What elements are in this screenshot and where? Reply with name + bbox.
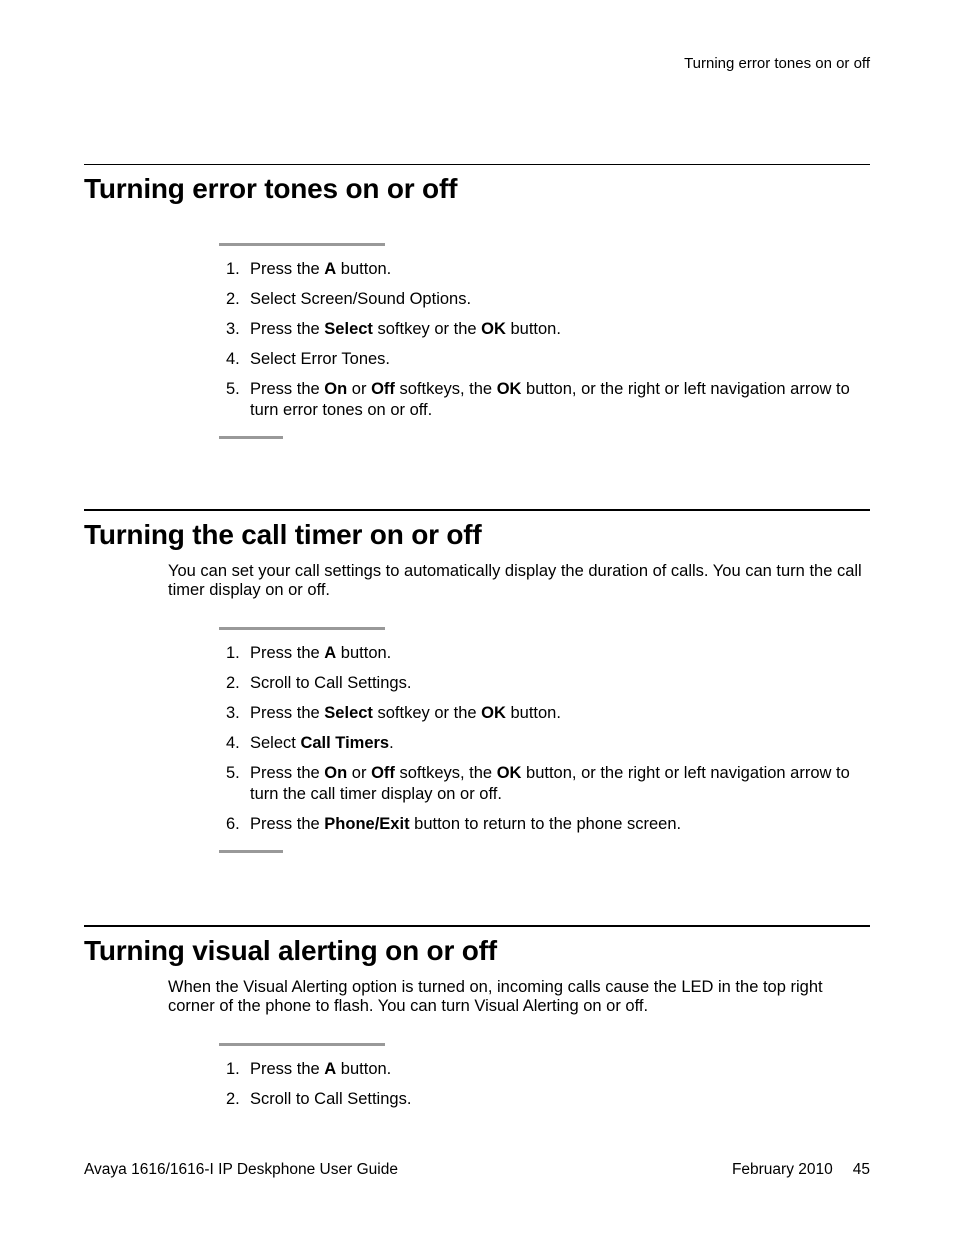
step-number: 6.: [226, 815, 240, 833]
step-number: 1.: [226, 644, 240, 662]
step-number: 4.: [226, 350, 240, 368]
step-item: 1. Press the A button.: [226, 260, 392, 278]
section-title: Turning the call timer on or off: [84, 519, 482, 550]
step-number: 1.: [226, 1060, 240, 1078]
ui-term: OK: [481, 704, 506, 722]
section-call-timer: [84, 509, 870, 853]
step-number: 4.: [226, 734, 240, 752]
ui-term: OK: [496, 380, 522, 398]
footer-doc-title: Avaya 1616/1616-I IP Deskphone User Guide: [84, 1161, 398, 1178]
procedure-start-bar: [219, 1043, 385, 1046]
step-item: 6. Press the Phone/Exit button to return to the phone screen.: [226, 815, 682, 833]
step-item: 5. Press the On or Off softkeys, the OK button, or the right or left navigation arrow to turn error tones on or off.: [226, 380, 850, 419]
step-item: 4. Select Call Timers.: [226, 734, 394, 752]
step-item: 4. Select Error Tones.: [226, 350, 391, 368]
footer-page-number: 45: [852, 1161, 870, 1178]
running-header: Turning error tones on or off: [684, 55, 870, 72]
ui-term: OK: [481, 320, 506, 338]
ui-term: Phone/Exit: [324, 815, 410, 833]
step-item: 2. Scroll to Call Settings.: [226, 674, 412, 692]
ui-term: Select: [324, 704, 373, 722]
step-number: 3.: [226, 320, 240, 338]
section-error-tones: [84, 164, 870, 439]
step-number: 2.: [226, 674, 240, 692]
ui-term: A: [324, 260, 337, 278]
step-item: 2. Select Screen/Sound Options.: [226, 290, 472, 308]
section-title: Turning error tones on or off: [84, 173, 458, 204]
section-intro: When the Visual Alerting option is turned on, incoming calls cause the LED in the top right corner of the phone to flash. You can turn Visual Alerting on or off.: [168, 978, 823, 1015]
step-list: [226, 643, 870, 835]
section-title: Turning visual alerting on or off: [84, 935, 497, 966]
step-list: [226, 1059, 870, 1110]
ui-term: Select: [324, 320, 373, 338]
step-number: 2.: [226, 290, 240, 308]
section-visual-alerting: [84, 925, 870, 1119]
procedure-end-bar: [219, 436, 283, 439]
ui-term: Off: [371, 380, 395, 398]
step-number: 1.: [226, 260, 240, 278]
step-item: 1. Press the A button.: [226, 1060, 392, 1078]
section-rule: [84, 925, 870, 927]
step-list: [226, 259, 870, 421]
step-item: 2. Scroll to Call Settings.: [226, 1090, 412, 1108]
step-number: 5.: [226, 380, 240, 398]
step-item: 1. Press the A button.: [226, 644, 392, 662]
step-item: 3. Press the Select softkey or the OK button.: [226, 704, 561, 722]
section-rule: [84, 509, 870, 511]
ui-term: On: [324, 380, 348, 398]
footer-date: February 2010: [731, 1161, 833, 1178]
section-rule: [84, 164, 870, 165]
step-number: 5.: [226, 764, 240, 782]
ui-term: Call Timers: [300, 734, 390, 752]
procedure-start-bar: [219, 243, 385, 246]
ui-term: OK: [496, 764, 522, 782]
footer-right: [732, 1161, 870, 1179]
ui-term: On: [324, 764, 348, 782]
ui-term: A: [324, 644, 337, 662]
ui-term: Off: [371, 764, 395, 782]
step-item: 3. Press the Select softkey or the OK button.: [226, 320, 561, 338]
step-number: 2.: [226, 1090, 240, 1108]
step-item: 5. Press the On or Off softkeys, the OK button, or the right or left navigation arrow to turn the call timer display on or off.: [226, 764, 850, 803]
procedure-end-bar: [219, 850, 283, 853]
step-number: 3.: [226, 704, 240, 722]
procedure-start-bar: [219, 627, 385, 630]
section-intro: You can set your call settings to automatically display the duration of calls. You can turn the call timer display on or off.: [168, 562, 862, 599]
ui-term: A: [324, 1060, 337, 1078]
